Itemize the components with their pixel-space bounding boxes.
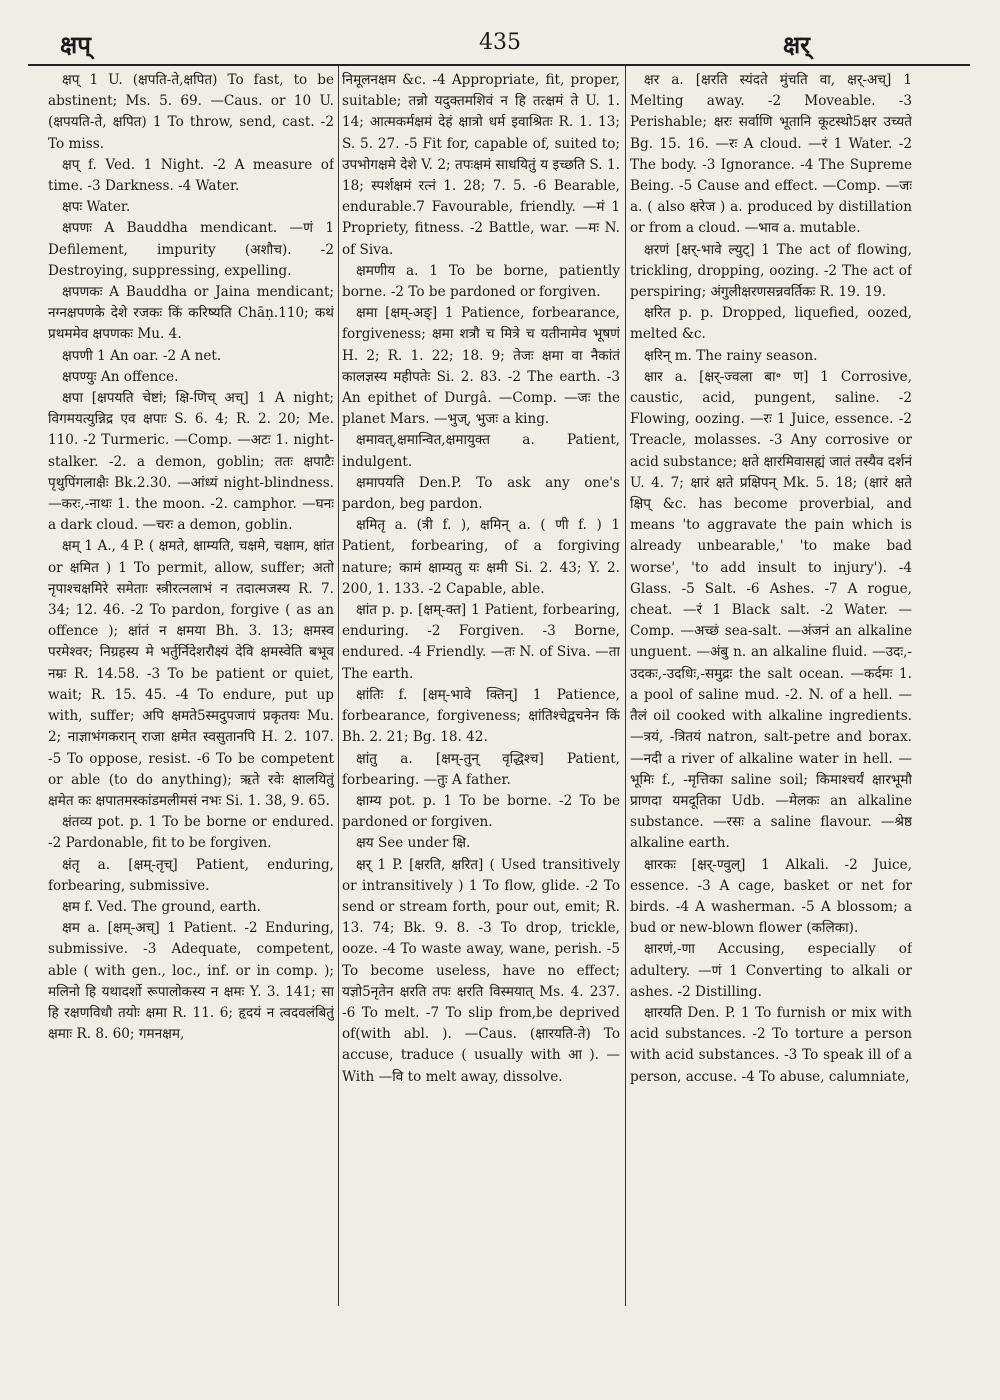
left-running-headword: क्षप् bbox=[60, 30, 91, 59]
page-number: 435 bbox=[479, 30, 521, 55]
dictionary-entry: क्षारकः [क्षर्-ण्वुल्] 1 Alkali. -2 Juice, essence. -3 A cage, basket or net for birds. -4 A washerman. -5 A blossom; a bud or new-blown flower (कलिका). bbox=[630, 856, 912, 937]
dictionary-entry: क्षरणं [क्षर्-भावे ल्युट्] 1 The act of flowing, trickling, dropping, oozing. -2 The act of perspiring; अंगुलीक्षरणसन्नवर्तिकः R. 19. 19. bbox=[630, 241, 912, 301]
dictionary-entry: क्षांतु a. [क्षम्-तुन् वृद्धिश्च] Patient, forbearing. —तुः A father. bbox=[342, 750, 620, 788]
column-3 bbox=[630, 70, 912, 1370]
dictionary-entry: क्षार a. [क्षर्-ज्वला बा॰ ण] 1 Corrosive, caustic, acid, pungent, saline. -2 Flowing, oozing. —रः 1 Juice, essence. -2 Treacle, molasses. -3 Any corrosive or acid substance; क्षते क्षारमिवासह्यं जातं तस्यैव दर्शनं U. 4. 7; क्षारं क्षते प्रक्षिपन् Mk. 5. 18; (क्षारं क्षते क्षिप् &c. has become proverbial, and means 'to aggravate the pain which is already unbearable,' 'to make bad worse', 'to add insult to injury'). -4 Glass. -5 Salt. -6 Ashes. -7 A rogue, cheat. —रं 1 Black salt. -2 Water. —Comp. —अच्छं sea-salt. —अंजनं an alkaline unguent. —अंबु n. an alkaline fluid. —उदः,-उदकः,-उदधिः,-समुद्रः the salt ocean. —कर्दमः 1. a pool of saline mud. -2. N. of a hell. —तैलं oil cooked with alkaline ingredients. —त्रयं, -त्रितयं natron, salt-petre and borax. —नदी a river of alkaline water in hell. —भूमिः f., -मृत्तिका saline soil; किमाश्चर्यं क्षारभूमौ प्राणदा यमदूतिका Udb. —मेलकः an alkaline substance. —रसः a saline flavour. —श्रेष्ठ alkaline earth. bbox=[630, 368, 912, 852]
column-divider bbox=[625, 66, 626, 1306]
dictionary-entry: क्षमणीय a. 1 To be borne, patiently borne. -2 To be pardoned or forgiven. bbox=[342, 262, 620, 301]
dictionary-entry: क्षांत p. p. [क्षम्-क्त] 1 Patient, forbearing, enduring. -2 Forgiven. -3 Borne, endured. -4 Friendly. —तः N. of Siva. —ता The earth. bbox=[342, 602, 620, 682]
dictionary-entry: क्षंतव्य pot. p. 1 To be borne or endured. -2 Pardonable, fit to be forgiven. bbox=[48, 814, 334, 852]
dictionary-entry: क्षम् 1 A., 4 P. ( क्षमते, क्षाम्यति, चक्षमे, चक्षाम, क्षांत or क्षमित ) 1 To permit, allow, suffer; अतो नृपाश्चक्षमिरे समेताः स्त्रीरत्नलाभं न तदात्मजस्य R. 7. 34; 12. 46. -2 To pardon, forgive ( as an offence ); क्षांतं न क्षमया Bh. 3. 13; क्षमस्व परमेश्वर; निग्रहस्य मे भर्तुर्निदेशरौक्ष्यं देवि क्षमस्वेति बभूव नम्रः R. 14.58. -3 To be patient or quiet, wait; R. 15. 45. -4 To endure, put up with, suffer; अपि क्षमते5स्मदुपजापं प्रकृतयः Mu. 2; नाज्ञाभंगकरान् राजा क्षमेत स्वसुतानपि H. 2. 107. -5 To oppose, resist. -6 To be competent or able (to do anything); ऋते रवेः क्षालयितुं क्षमेत कः क्षपातमस्कांडमलीमसं नभः Si. 1. 38, 9. 65. bbox=[48, 538, 334, 809]
dictionary-entry: क्षय See under क्षि. bbox=[356, 835, 471, 852]
dictionary-entry: क्षाम्य pot. p. 1 To be borne. -2 To be pardoned or forgiven. bbox=[342, 792, 620, 831]
dictionary-entry: क्षमा [क्षम्-अङ्] 1 Patience, forbearance, forgiveness; क्षमा शत्रौ च मित्रे च यतीनामेव भूषणं H. 2; R. 1. 22; 18. 9; तेजः क्षमा वा नैकांतं कालज्ञस्य महीपतेः Si. 2. 83. -2 The earth. -3 An epithet of Durgâ. —Comp. —जः the planet Mars. —भुज्, भुजः a king. bbox=[342, 305, 620, 428]
column-2 bbox=[342, 70, 620, 1370]
dictionary-entry: क्षारणं,-णा Accusing, especially of adultery. —णं 1 Converting to alkali or ashes. -2 Distilling. bbox=[630, 941, 912, 1000]
dictionary-entry: क्षरिन् m. The rainy season. bbox=[644, 347, 818, 364]
dictionary-entry: क्षम a. [क्षम्-अच्] 1 Patient. -2 Enduring, submissive. -3 Adequate, competent, able ( with gen., loc., inf. or in comp. ); मलिनो हि यथादर्शो रूपालोकस्य न क्षमः Y. 3. 141; सा हि रक्षणविधौ तयोः क्षमा R. 11. 6; हृदयं न त्वदवलंबितुं क्षमाः R. 8. 60; गमनक्षम, bbox=[48, 920, 334, 1043]
dictionary-entry: क्षप् 1 U. (क्षपति-ते,क्षपित) To fast, to be abstinent; Ms. 5. 69. —Caus. or 10 U. (क्षपयति-ते, क्षपित) 1 To throw, send, cast. -2 To miss. bbox=[48, 72, 334, 152]
header-rule bbox=[28, 64, 970, 66]
dictionary-entry: क्षारयति Den. P. 1 To furnish or mix with acid substances. -2 To torture a person with acid substances. -3 To speak ill of a person, accuse. -4 To abuse, calumniate, bbox=[630, 1004, 912, 1085]
dictionary-entry: क्षर् 1 P. [क्षरति, क्षरित] ( Used transitively or intransitively ) 1 To flow, glide. -2 To send or stream forth, pour out, emit; R. 13. 74; Bk. 9. 8. -3 To drop, trickle, ooze. -4 To waste away, wane, perish. -5 To become useless, have no effect; यज्ञो5नृतेन क्षरति तपः क्षरति विस्मयात् Ms. 4. 237. -6 To melt. -7 To slip from,be deprived of(with abl. ). —Caus. (क्षारयति-ते) To accuse, traduce ( usually with आ ). —With —वि to melt away, dissolve. bbox=[342, 856, 620, 1085]
page-header bbox=[40, 22, 960, 62]
dictionary-entry: क्षरित p. p. Dropped, liquefied, oozed, melted &c. bbox=[630, 305, 912, 343]
dictionary-entry: क्षप् f. Ved. 1 Night. -2 A measure of time. -3 Darkness. -4 Water. bbox=[48, 156, 334, 195]
dictionary-entry: क्षपः Water. bbox=[62, 199, 131, 216]
dictionary-entry: क्षमापयति Den.P. To ask any one's pardon, beg pardon. bbox=[342, 474, 620, 513]
dictionary-entry: निमूलनक्षम &c. -4 Appropriate, fit, proper, suitable; तन्नो यदुक्तमशिवं न हि तत्क्षमं ते U. 1. 14; आत्मकर्मक्षमं देहं क्षात्रो धर्म इवाश्रितः R. 1. 13; S. 5. 27. -5 Fit for, capable of, suited to; उपभोगक्षमे देशे V. 2; तपःक्षमं साधयितुं य इच्छति S. 1. 18; स्पर्शक्षमं रत्नं 1. 28; 7. 5. -6 Bearable, endurable.7 Favourable, friendly. —मं 1 Propriety, fitness. -2 Battle, war. —मः N. of Siva. bbox=[342, 72, 620, 258]
column-divider bbox=[338, 66, 339, 1306]
dictionary-entry: क्षम f. Ved. The ground, earth. bbox=[62, 898, 261, 915]
dictionary-entry: क्षपणः A Bauddha mendicant. —णं 1 Defilement, impurity (अशौच). -2 Destroying, suppressing, expelling. bbox=[48, 220, 334, 279]
dictionary-entry: क्षमितृ a. (त्री f. ), क्षमिन् a. ( णी f. ) 1 Patient, forbearing, of a forgiving nature; कामं क्षाम्यतु यः क्षमी Si. 2. 43; Y. 2. 200, 1. 133. -2 Capable, able. bbox=[342, 517, 620, 597]
column-1 bbox=[48, 70, 334, 1370]
dictionary-entry: क्षपणकः A Bauddha or Jaina mendicant; नग्नक्षपणके देशे रजकः किं करिष्यति Chāṇ.110; कथं प्रथममेव क्षपणकः Mu. 4. bbox=[48, 284, 334, 343]
dictionary-entry: क्षांतिः f. [क्षम्-भावे क्तिन्] 1 Patience, forbearance, forgiveness; क्षांतिश्चेद्वचनेन किं Bh. 2. 21; Bg. 18. 42. bbox=[342, 686, 620, 746]
right-running-headword: क्षर् bbox=[782, 30, 810, 59]
dictionary-entry: क्षपा [क्षपयति चेष्टां; क्षि-णिच् अच्] 1 A night; विगमयत्युन्निद्र एव क्षपाः S. 6. 4; R. 2. 20; Me. 110. -2 Turmeric. —Comp. —अटः 1. night-stalker. -2. a demon, goblin; ततः क्षपाटैः पृथुपिंगलाक्षैः Bk.2.30. —आंध्यं night-blindness. —करः,-नाथः 1. the moon. -2. camphor. —घनः a dark cloud. —चरः a demon, goblin. bbox=[48, 390, 334, 534]
dictionary-entry: क्षर a. [क्षरति स्यंदते मुंचति वा, क्षर्-अच्] 1 Melting away. -2 Moveable. -3 Perishable; क्षरः सर्वाणि भूतानि कूटस्थो5क्षर उच्यते Bg. 15. 16. —रः A cloud. —रं 1 Water. -2 The body. -3 Ignorance. -4 The Supreme Being. -5 Cause and effect. —Comp. —जः a. ( also क्षरेज ) a. produced by distillation or from a cloud. —भाव a. mutable. bbox=[630, 72, 912, 237]
dictionary-entry: क्षमावत्,क्षमान्वित,क्षमायुक्त a. Patient, indulgent. bbox=[342, 432, 620, 470]
dictionary-entry: क्षंतृ a. [क्षम्-तृच्] Patient, enduring, forbearing, submissive. bbox=[48, 856, 334, 894]
dictionary-entry: क्षपणी 1 An oar. -2 A net. bbox=[62, 347, 222, 364]
dictionary-entry: क्षपण्युः An offence. bbox=[62, 368, 179, 385]
